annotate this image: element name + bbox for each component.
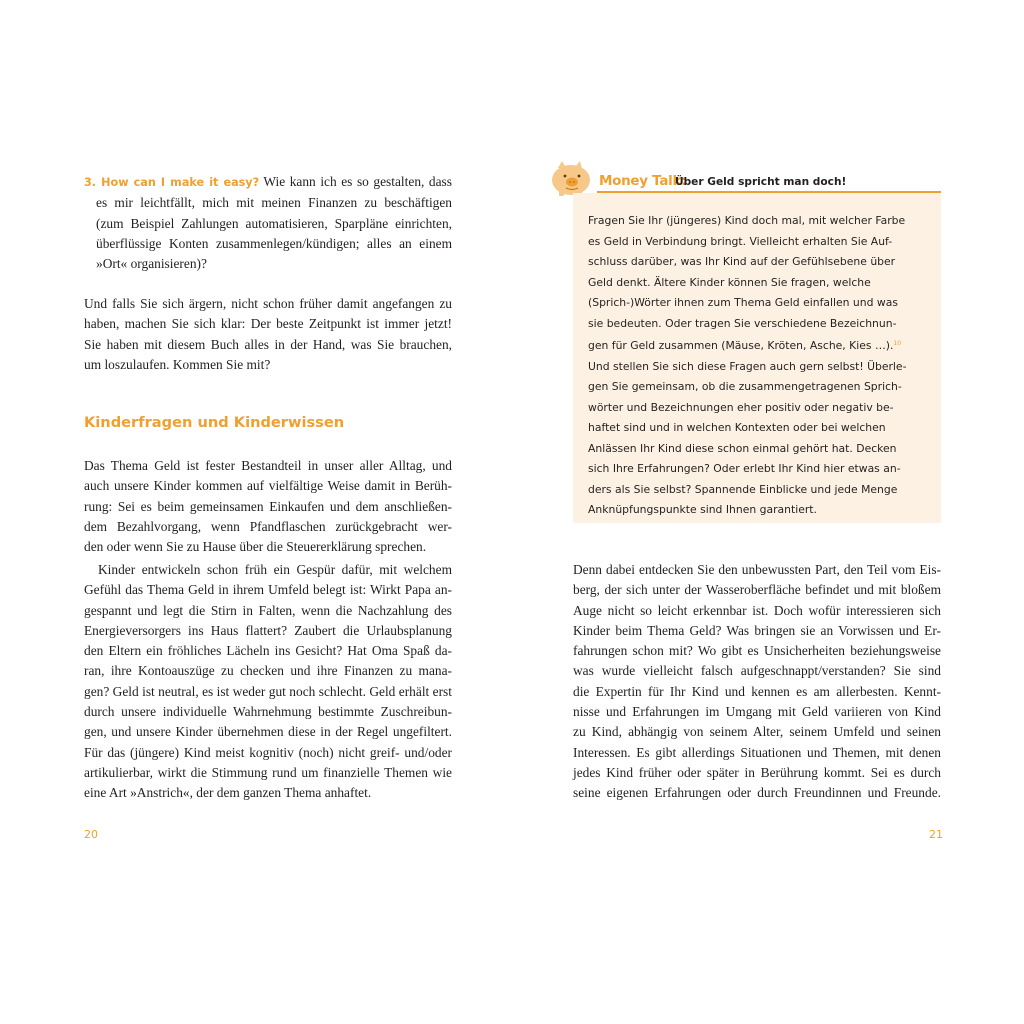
text-line: Geld denkt. Ältere Kinder können Sie fragen, welche	[588, 275, 871, 289]
text-line: fahrungen schon mit? Wo gibt es Unsicherheiten beziehungsweise	[573, 643, 941, 659]
text-line: Interessen. Es gibt allerdings Situationen und Themen, mit denen	[573, 744, 941, 760]
text-line: »Ort« organisieren)?	[96, 256, 207, 272]
text-line: gen für Geld zusammen (Mäuse, Kröten, Asche, Kies …).	[588, 339, 894, 352]
text-line: die Expertin für Ihr Kind und kennen es am allerbesten. Kennt-	[573, 683, 941, 699]
footnote-ref[interactable]: 10	[893, 340, 902, 347]
text-line: gespannt und legt die Stirn in Falten, wenn die Nachzahlung des	[84, 602, 452, 618]
paragraph	[84, 560, 452, 804]
text-line: haben, machen Sie sich klar: Der beste Zeitpunkt ist immer jetzt!	[84, 316, 452, 332]
text-line: Sie haben mit diesem Buch alles in der Hand, was Sie brauchen,	[84, 336, 452, 352]
page-number-right: 21	[929, 828, 943, 841]
text-line: Denn dabei entdecken Sie den unbewussten Part, den Teil vom Eis-	[573, 562, 941, 577]
text-line: berg, der sich unter der Wasseroberfläche befindet und mit bloßem	[573, 582, 941, 598]
text-line: Kinder entwickeln schon früh ein Gespür dafür, mit welchem	[98, 562, 452, 577]
text-line: zu Kind, abhängig von seinem Alter, seinem Umfeld und seinen	[573, 724, 941, 740]
money-talk-box	[573, 193, 941, 523]
text-line: es mir leichtfällt, mich mit meinen Finanzen zu beschäftigen	[96, 195, 452, 211]
text-line: Fragen Sie Ihr (jüngeres) Kind doch mal, mit welcher Farbe	[588, 214, 906, 227]
text-line: gen? Geld ist neutral, es ist weder gut noch schlecht. Geld erhält erst	[84, 683, 452, 699]
text-line: Kinder beim Thema Geld? Was bringen sie an Vorwissen und Er-	[573, 622, 941, 638]
text-line: Wie kann ich es so gestalten, dass	[259, 174, 452, 189]
text-line: artikulierbar, wirkt die Stimmung rund um finanzielle Themen wie	[84, 764, 452, 780]
text-line: den Eltern ein fröhliches Lächeln ins Gesicht? Hat Oma Spaß da-	[84, 643, 452, 659]
text-line: nisse und Erfahrungen im Umgang mit Geld variieren von Kind	[573, 704, 941, 720]
text-line: den oder wenn Sie zu Hause über die Steuererklärung sprechen.	[84, 539, 427, 555]
text-line: Gefühl das Thema Geld in ihrem Umfeld belegt ist: Wirkt Papa an-	[84, 582, 452, 598]
text-line: (zum Beispiel Zahlungen automatisieren, Sparpläne einrichten,	[96, 215, 452, 231]
text-line: es Geld in Verbindung bringt. Vielleicht erhalten Sie Auf-	[588, 234, 893, 248]
paragraph	[84, 456, 452, 557]
text-line: Auge nicht so leicht erkennbar ist. Doch wofür interessieren sich	[573, 602, 941, 618]
piggy-bank-icon	[549, 158, 595, 198]
text-line: Und stellen Sie sich diese Fragen auch gern selbst! Überle-	[588, 359, 907, 373]
text-line: schluss darüber, was Ihr Kind auf der Gefühlsebene über	[588, 255, 896, 268]
text-line: dem Bezahlvorgang, wenn Pfandflaschen zurückgebracht wer-	[84, 518, 452, 534]
money-talk-subtitle: Über Geld spricht man doch!	[675, 176, 847, 188]
text-line: rung: Sei es beim gemeinsamen Einkaufen und dem anschließen-	[84, 498, 452, 514]
text-line: sie bedeuten. Oder tragen Sie verschiedene Bezeichnun-	[588, 316, 897, 330]
text-line: Das Thema Geld ist fester Bestandteil in unser aller Alltag, und	[84, 458, 452, 473]
paragraph	[84, 294, 452, 375]
money-talk-text	[588, 211, 927, 521]
text-line: gen, und unsere Kinder übernehmen diese in der Regel ungefiltert.	[84, 724, 452, 740]
list-item-3	[84, 172, 452, 274]
text-line: haftet sind und in welchen Kontexten oder bei welchen	[588, 421, 886, 434]
paragraph	[573, 560, 941, 804]
text-line: ran, ihre Kontoauszüge zu checken und ihre Finanzen zu mana-	[84, 663, 452, 679]
money-talk-title: Money Talk:	[599, 173, 687, 189]
text-line: was wurde vielleicht falsch aufgeschnappt/verstanden? Sie sind	[573, 663, 941, 679]
text-line: ders als Sie selbst? Spannende Einblicke und jede Menge	[588, 482, 898, 496]
text-line: (Sprich-)Wörter ihnen zum Thema Geld einfallen und was	[588, 296, 898, 309]
text-line: durch unsere individuelle Wahrnehmung bestimmte Zuschreibun-	[84, 704, 452, 720]
text-line: Und falls Sie sich ärgern, nicht schon früher damit angefangen zu	[84, 296, 452, 311]
text-line: jedes Kind früher oder später in Berührung kommt. Sei es durch	[573, 764, 941, 780]
text-line: gen Sie gemeinsam, ob die zusammengetragenen Sprich-	[588, 380, 902, 393]
text-line: auch unsere Kinder kommen auf vielfältige Weise damit in Berüh-	[84, 478, 452, 494]
text-line: um loszulaufen. Kommen Sie mit?	[84, 356, 271, 372]
text-line: sich Ihre Erfahrungen? Oder erlebt Ihr Kind hier etwas an-	[588, 462, 901, 475]
section-heading: Kinderfragen und Kinderwissen	[84, 414, 345, 431]
text-line: Energieversorgers ins Haus flattert? Zaubert die Urlaubsplanung	[84, 622, 452, 638]
text-line: Anknüpfungspunkte sind Ihnen garantiert.	[588, 503, 817, 516]
text-line: Anlässen Ihr Kind diese schon einmal gehört hat. Decken	[588, 441, 897, 455]
money-talk-header	[549, 158, 941, 198]
text-line: wörter und Bezeichnungen eher positiv oder negativ be-	[588, 400, 894, 414]
text-line: seine eigenen Erfahrungen oder durch Freundinnen und Freunde.	[573, 785, 941, 801]
list-item-head: 3. How can I make it easy?	[84, 176, 260, 189]
text-line: Für das (jüngere) Kind meist kognitiv (noch) nicht greif- und/oder	[84, 744, 452, 760]
text-line: überflüssige Konten zusammenlegen/kündigen; alles an einem	[96, 235, 452, 251]
page-number-left: 20	[84, 828, 98, 841]
text-line: eine Art »Anstrich«, der dem ganzen Thema anhaftet.	[84, 785, 372, 801]
